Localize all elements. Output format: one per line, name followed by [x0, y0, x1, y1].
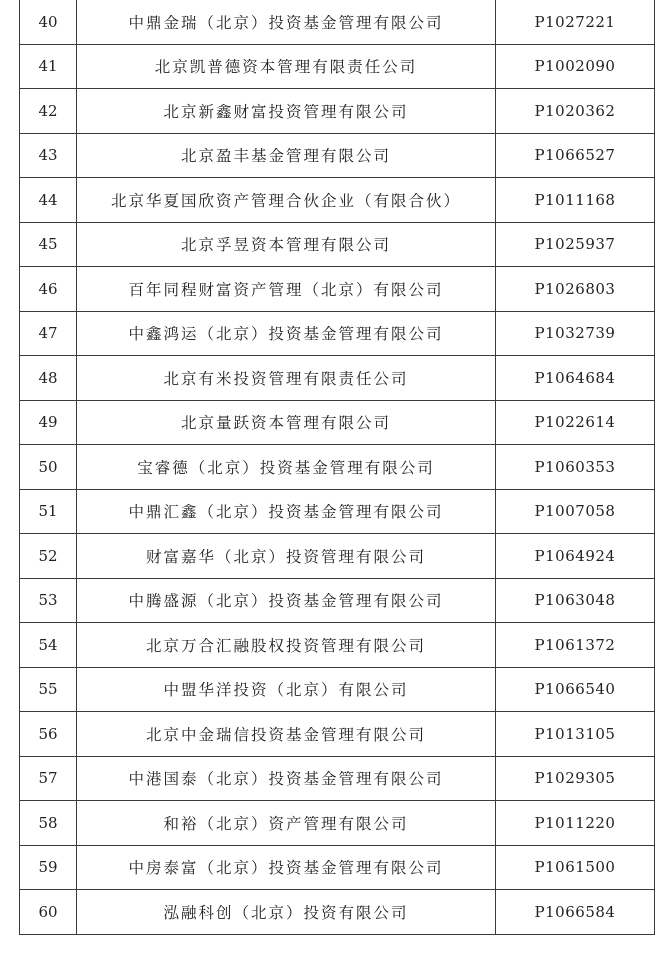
registration-code: P1029305 [496, 756, 655, 801]
registration-code: P1013105 [496, 712, 655, 757]
row-number: 52 [20, 534, 77, 579]
registration-code: P1066527 [496, 133, 655, 178]
company-name: 北京新鑫财富投资管理有限公司 [77, 89, 496, 134]
row-number: 54 [20, 623, 77, 668]
company-name: 泓融科创（北京）投资有限公司 [77, 890, 496, 935]
row-number: 44 [20, 178, 77, 223]
table-row [20, 267, 655, 312]
row-number: 40 [20, 0, 77, 44]
registration-code: P1061500 [496, 845, 655, 890]
registration-code: P1022614 [496, 400, 655, 445]
company-name: 北京华夏国欣资产管理合伙企业（有限合伙） [77, 178, 496, 223]
row-number: 53 [20, 578, 77, 623]
table-row [20, 534, 655, 579]
company-name: 宝睿德（北京）投资基金管理有限公司 [77, 445, 496, 490]
company-name: 中港国泰（北京）投资基金管理有限公司 [77, 756, 496, 801]
company-name: 财富嘉华（北京）投资管理有限公司 [77, 534, 496, 579]
company-name: 中盟华洋投资（北京）有限公司 [77, 667, 496, 712]
registration-code: P1011168 [496, 178, 655, 223]
row-number: 45 [20, 222, 77, 267]
registration-code: P1061372 [496, 623, 655, 668]
registration-code: P1026803 [496, 267, 655, 312]
registration-code: P1027221 [496, 0, 655, 44]
company-name: 中鼎金瑞（北京）投资基金管理有限公司 [77, 0, 496, 44]
row-number: 49 [20, 400, 77, 445]
registration-code: P1020362 [496, 89, 655, 134]
row-number: 51 [20, 489, 77, 534]
company-name: 中腾盛源（北京）投资基金管理有限公司 [77, 578, 496, 623]
table-row [20, 0, 655, 44]
row-number: 41 [20, 44, 77, 89]
company-name: 北京盈丰基金管理有限公司 [77, 133, 496, 178]
table-row [20, 890, 655, 935]
row-number: 55 [20, 667, 77, 712]
manager-table [19, 0, 655, 935]
row-number: 57 [20, 756, 77, 801]
row-number: 58 [20, 801, 77, 846]
registration-code: P1064684 [496, 356, 655, 401]
table-row [20, 178, 655, 223]
table-row [20, 801, 655, 846]
company-name: 北京万合汇融股权投资管理有限公司 [77, 623, 496, 668]
registration-code: P1063048 [496, 578, 655, 623]
registration-code: P1066540 [496, 667, 655, 712]
company-name: 百年同程财富资产管理（北京）有限公司 [77, 267, 496, 312]
row-number: 46 [20, 267, 77, 312]
row-number: 43 [20, 133, 77, 178]
registration-code: P1066584 [496, 890, 655, 935]
row-number: 50 [20, 445, 77, 490]
row-number: 56 [20, 712, 77, 757]
table-row [20, 400, 655, 445]
registration-code: P1011220 [496, 801, 655, 846]
registration-code: P1032739 [496, 311, 655, 356]
table-row [20, 44, 655, 89]
registration-code: P1007058 [496, 489, 655, 534]
row-number: 59 [20, 845, 77, 890]
company-name: 北京有米投资管理有限责任公司 [77, 356, 496, 401]
company-name: 中鑫鸿运（北京）投资基金管理有限公司 [77, 311, 496, 356]
table-row [20, 712, 655, 757]
company-name: 北京量跃资本管理有限公司 [77, 400, 496, 445]
table-row [20, 356, 655, 401]
row-number: 47 [20, 311, 77, 356]
table-row [20, 89, 655, 134]
row-number: 60 [20, 890, 77, 935]
table-row [20, 489, 655, 534]
row-number: 42 [20, 89, 77, 134]
table-row [20, 756, 655, 801]
registration-code: P1002090 [496, 44, 655, 89]
table-row [20, 578, 655, 623]
company-name: 北京中金瑞信投资基金管理有限公司 [77, 712, 496, 757]
company-name: 中房泰富（北京）投资基金管理有限公司 [77, 845, 496, 890]
table-row [20, 311, 655, 356]
table-row [20, 222, 655, 267]
row-number: 48 [20, 356, 77, 401]
registration-code: P1025937 [496, 222, 655, 267]
table-row [20, 133, 655, 178]
company-name: 北京凯普德资本管理有限责任公司 [77, 44, 496, 89]
table-row [20, 667, 655, 712]
company-name: 和裕（北京）资产管理有限公司 [77, 801, 496, 846]
table-row [20, 845, 655, 890]
company-name: 北京孚昱资本管理有限公司 [77, 222, 496, 267]
table-row [20, 623, 655, 668]
table-row [20, 445, 655, 490]
registration-code: P1064924 [496, 534, 655, 579]
registration-code: P1060353 [496, 445, 655, 490]
table-body [20, 0, 655, 934]
company-name: 中鼎汇鑫（北京）投资基金管理有限公司 [77, 489, 496, 534]
